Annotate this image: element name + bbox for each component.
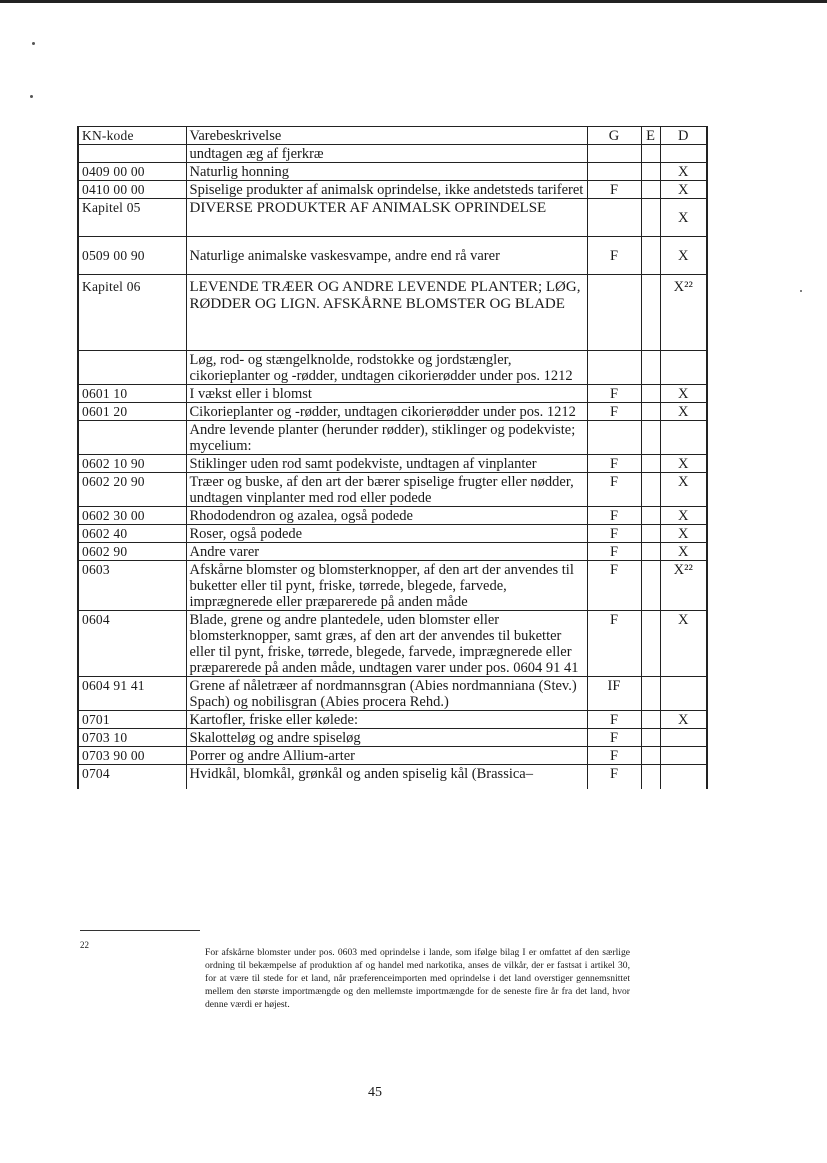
row-g: F xyxy=(587,561,641,611)
row-g xyxy=(587,199,641,237)
row-d: X xyxy=(660,611,707,677)
table-row xyxy=(78,275,707,351)
row-code: 0704 xyxy=(78,765,186,789)
row-g xyxy=(587,351,641,385)
row-g xyxy=(587,421,641,455)
header-e: E xyxy=(641,127,660,145)
row-description: Porrer og andre Allium-arter xyxy=(186,747,587,765)
table-row xyxy=(78,199,707,237)
row-e xyxy=(641,711,660,729)
row-code: 0604 xyxy=(78,611,186,677)
row-g: F xyxy=(587,385,641,403)
row-g xyxy=(587,275,641,351)
row-description: undtagen æg af fjerkræ xyxy=(186,145,587,163)
row-description: I vækst eller i blomst xyxy=(186,385,587,403)
row-code: 0703 10 xyxy=(78,729,186,747)
row-d: X xyxy=(660,237,707,275)
row-code: 0509 00 90 xyxy=(78,237,186,275)
row-code: 0603 xyxy=(78,561,186,611)
row-e xyxy=(641,747,660,765)
header-g: G xyxy=(587,127,641,145)
row-description: Skalotteløg og andre spiseløg xyxy=(186,729,587,747)
row-d: X²² xyxy=(660,561,707,611)
table-row xyxy=(78,455,707,473)
table-row xyxy=(78,385,707,403)
row-e xyxy=(641,525,660,543)
row-g: F xyxy=(587,729,641,747)
row-e xyxy=(641,145,660,163)
row-description: Naturlig honning xyxy=(186,163,587,181)
row-code: 0602 10 90 xyxy=(78,455,186,473)
row-g: F xyxy=(587,711,641,729)
row-description: Naturlige animalske vaskesvampe, andre end rå varer xyxy=(186,237,587,275)
row-d xyxy=(660,351,707,385)
scan-speck xyxy=(30,95,33,98)
table-row xyxy=(78,765,707,789)
row-d xyxy=(660,729,707,747)
table-row xyxy=(78,181,707,199)
row-code: 0701 xyxy=(78,711,186,729)
table-row xyxy=(78,163,707,181)
row-code: Kapitel 05 xyxy=(78,199,186,237)
row-d: X xyxy=(660,473,707,507)
row-d: X xyxy=(660,163,707,181)
table-row xyxy=(78,145,707,163)
row-e xyxy=(641,543,660,561)
footnote-text: For afskårne blomster under pos. 0603 med oprindelse i lande, som ifølge bilag I er omfattet af den særlige ordning til bekæmpelse af produktion af og handel med narkotika, anses de vilkår, der er fastsat i artikel 30, for at være til stede for et land, når præferenceimporten med oprindelse i det land overstiger gennemsnittet mellem den største importmængde og den mellemste importmængde for de seneste fire år fra det land, hvor denne værdi er højest. xyxy=(205,947,630,1010)
row-g: F xyxy=(587,525,641,543)
row-g: F xyxy=(587,507,641,525)
row-code: 0602 40 xyxy=(78,525,186,543)
row-code: 0703 90 00 xyxy=(78,747,186,765)
row-description: Andre varer xyxy=(186,543,587,561)
table-row xyxy=(78,421,707,455)
footnote-mark: 22 xyxy=(80,940,89,950)
row-e xyxy=(641,611,660,677)
row-g: F xyxy=(587,237,641,275)
page-number: 45 xyxy=(368,1085,382,1100)
row-e xyxy=(641,385,660,403)
row-description: Spiselige produkter af animalsk oprindelse, ikke andetsteds tariferet xyxy=(186,181,587,199)
row-d xyxy=(660,747,707,765)
row-code: 0602 30 00 xyxy=(78,507,186,525)
row-description: Hvidkål, blomkål, grønkål og anden spiselig kål (Brassica– xyxy=(186,765,587,789)
row-description: Cikorieplanter og -rødder, undtagen cikorierødder under pos. 1212 xyxy=(186,403,587,421)
row-description: Rhododendron og azalea, også podede xyxy=(186,507,587,525)
row-d: X xyxy=(660,385,707,403)
table-row xyxy=(78,507,707,525)
scan-speck xyxy=(800,290,802,292)
row-d: X xyxy=(660,525,707,543)
row-g xyxy=(587,163,641,181)
row-d: X xyxy=(660,199,707,237)
row-e xyxy=(641,473,660,507)
row-e xyxy=(641,403,660,421)
row-description: Afskårne blomster og blomsterknopper, af den art der anvendes til buketter eller til pynt, friske, tørrede, blegede, farvede, imprægnerede eller præparerede på anden måde xyxy=(186,561,587,611)
row-code: 0602 20 90 xyxy=(78,473,186,507)
row-g xyxy=(587,145,641,163)
row-description: Grene af nåletræer af nordmannsgran (Abies nordmanniana (Stev.) Spach) og nobilisgran (Abies procera Rehd.) xyxy=(186,677,587,711)
row-description: Roser, også podede xyxy=(186,525,587,543)
row-description: LEVENDE TRÆER OG ANDRE LEVENDE PLANTER; LØG, RØDDER OG LIGN. AFSKÅRNE BLOMSTER OG BLADE xyxy=(186,275,587,351)
row-e xyxy=(641,455,660,473)
row-description: Andre levende planter (herunder rødder), stiklinger og podekviste; mycelium: xyxy=(186,421,587,455)
table-row xyxy=(78,525,707,543)
row-g: F xyxy=(587,747,641,765)
table-row xyxy=(78,711,707,729)
table-row xyxy=(78,403,707,421)
row-e xyxy=(641,351,660,385)
row-d: X²² xyxy=(660,275,707,351)
table-header-row xyxy=(78,127,707,145)
row-d xyxy=(660,765,707,789)
row-d: X xyxy=(660,455,707,473)
row-e xyxy=(641,163,660,181)
row-description: DIVERSE PRODUKTER AF ANIMALSK OPRINDELSE xyxy=(186,199,587,237)
row-e xyxy=(641,765,660,789)
row-code: 0604 91 41 xyxy=(78,677,186,711)
row-code: 0602 90 xyxy=(78,543,186,561)
header-d: D xyxy=(660,127,707,145)
row-description: Kartofler, friske eller kølede: xyxy=(186,711,587,729)
table-row xyxy=(78,729,707,747)
row-g: IF xyxy=(587,677,641,711)
row-d: X xyxy=(660,403,707,421)
row-d: X xyxy=(660,711,707,729)
row-code xyxy=(78,351,186,385)
row-description: Træer og buske, af den art der bærer spiselige frugter eller nødder, undtagen vinplanter med rod eller podede xyxy=(186,473,587,507)
table-row xyxy=(78,611,707,677)
table-row xyxy=(78,561,707,611)
row-d xyxy=(660,677,707,711)
table-row xyxy=(78,747,707,765)
row-e xyxy=(641,677,660,711)
row-g: F xyxy=(587,765,641,789)
tariff-table xyxy=(77,126,708,789)
row-code: 0410 00 00 xyxy=(78,181,186,199)
row-code: Kapitel 06 xyxy=(78,275,186,351)
footnote-rule xyxy=(80,930,200,931)
row-description: Løg, rod- og stængelknolde, rodstokke og jordstængler, cikorieplanter og -rødder, undtagen cikorierødder under pos. 1212 xyxy=(186,351,587,385)
row-e xyxy=(641,237,660,275)
row-g: F xyxy=(587,403,641,421)
top-border xyxy=(0,0,827,3)
row-e xyxy=(641,729,660,747)
row-description: Stiklinger uden rod samt podekviste, undtagen af vinplanter xyxy=(186,455,587,473)
row-e xyxy=(641,181,660,199)
row-code xyxy=(78,145,186,163)
table-row xyxy=(78,543,707,561)
row-e xyxy=(641,507,660,525)
row-code xyxy=(78,421,186,455)
row-g: F xyxy=(587,543,641,561)
row-d: X xyxy=(660,181,707,199)
row-e xyxy=(641,421,660,455)
table-row xyxy=(78,237,707,275)
row-g: F xyxy=(587,181,641,199)
header-description: Varebeskrivelse xyxy=(186,127,587,145)
row-d: X xyxy=(660,507,707,525)
row-code: 0601 20 xyxy=(78,403,186,421)
table-row xyxy=(78,473,707,507)
table-row xyxy=(78,677,707,711)
row-description: Blade, grene og andre plantedele, uden blomster eller blomsterknopper, samt græs, af den art der anvendes til buketter eller til pynt, friske, tørrede, blegede, farvede, imprægnerede eller præparerede på anden måde, undtagen varer under pos. 0604 91 41 xyxy=(186,611,587,677)
table-row xyxy=(78,351,707,385)
header-kn-code: KN-kode xyxy=(78,127,186,145)
row-code: 0601 10 xyxy=(78,385,186,403)
scan-speck xyxy=(32,42,35,45)
row-d: X xyxy=(660,543,707,561)
row-e xyxy=(641,561,660,611)
row-e xyxy=(641,275,660,351)
row-g: F xyxy=(587,611,641,677)
row-g: F xyxy=(587,455,641,473)
row-d xyxy=(660,421,707,455)
row-g: F xyxy=(587,473,641,507)
row-d xyxy=(660,145,707,163)
row-code: 0409 00 00 xyxy=(78,163,186,181)
row-e xyxy=(641,199,660,237)
